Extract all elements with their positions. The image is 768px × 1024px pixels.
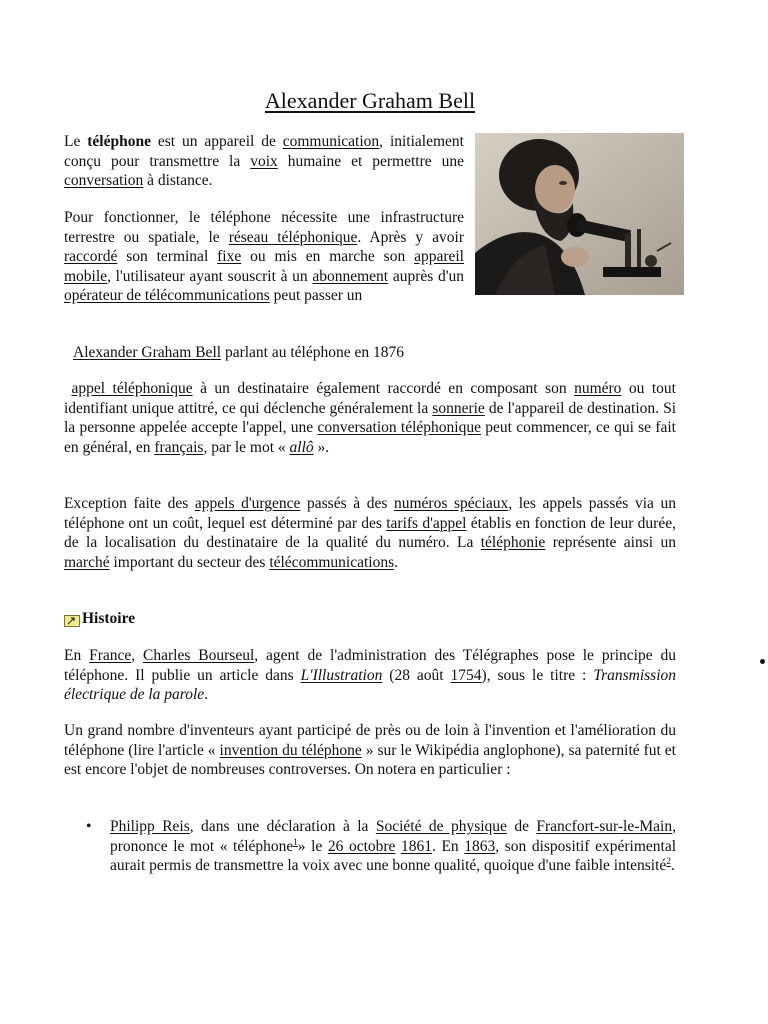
link-invention-du-telephone[interactable]: invention du téléphone — [219, 741, 362, 759]
history-paragraph: En France, Charles Bourseul, agent de l'administration des Télégraphes pose le principe du téléphone. Il publie un article dans L'Illustration (28 août 1754), sous le titre : Transmission électrique de la parole. — [64, 647, 677, 704]
link-reseau-telephonique[interactable]: réseau téléphonique — [228, 228, 358, 246]
link-appareil-mobile[interactable]: appareil mobile — [64, 248, 464, 285]
link-fixe[interactable]: fixe — [217, 248, 242, 266]
link-abonnement[interactable]: abonnement — [312, 267, 389, 285]
inventors-paragraph: Un grand nombre d'inventeurs ayant participé de près ou de loin à l'invention et l'amélioration du téléphone (lire l'article « invention du téléphone » sur le Wikipédia anglophone), sa paternité fut et est encore l'objet de nombreuses controverses. On notera en particulier : — [64, 722, 676, 779]
link-telephonie[interactable]: téléphonie — [480, 534, 546, 552]
margin-bullet-mark — [760, 659, 765, 664]
link-appels-urgence[interactable]: appels d'urgence — [194, 495, 301, 512]
cost-paragraph: Exception faite des appels d'urgence passés à des numéros spéciaux, les appels passés via un téléphone ont un coût, lequel est déterminé par des tarifs d'appel établis en fonction de leur durée, de la localisation du destinataire de la qualité du numéro. La téléphonie représente ainsi un marché important du secteur des télécommunications. — [64, 495, 676, 571]
inventors-list — [64, 817, 676, 876]
link-1863[interactable]: 1863 — [464, 837, 496, 855]
page-title: Alexander Graham Bell — [264, 88, 476, 113]
photo-caption: Alexander Graham Bell parlant au téléphone en 1876 — [73, 344, 404, 361]
link-allo[interactable]: allô — [289, 438, 314, 456]
link-conversation[interactable]: conversation — [64, 172, 144, 190]
link-francfort[interactable]: Francfort-sur-le-Main — [536, 818, 673, 835]
list-item: • Philipp Reis, dans une déclaration à la Société de physique de Francfort-sur-le-Main, prononce le mot « téléphone$^1$» le 26 octobre 1861. En 1863, son dispositif expérimental aurait permis de transmettre la voix avec une bonne qualité, quoique d'une faible intensité$^2$. — [110, 817, 676, 876]
link-francais[interactable]: français — [154, 438, 204, 456]
section-link-icon[interactable] — [64, 613, 80, 625]
link-numeros-speciaux[interactable]: numéros spéciaux — [394, 495, 509, 512]
link-1754[interactable]: 1754 — [450, 666, 482, 684]
link-1861[interactable]: 1861 — [401, 837, 433, 855]
bell-portrait-photo — [475, 133, 684, 295]
link-l-illustration[interactable]: L'Illustration — [300, 666, 383, 684]
link-marche[interactable]: marché — [64, 553, 110, 571]
link-charles-bourseul[interactable]: Charles Bourseul — [143, 647, 255, 664]
footnote-link-2[interactable]: 2 — [666, 856, 671, 867]
link-numero[interactable]: numéro — [574, 380, 622, 397]
link-appel-telephonique[interactable]: appel téléphonique — [71, 380, 193, 397]
link-voix[interactable]: voix — [250, 152, 278, 170]
link-26-octobre[interactable]: 26 octobre — [327, 837, 396, 855]
footnote-link-1[interactable]: 1 — [293, 836, 298, 847]
link-communication[interactable]: communication — [282, 133, 380, 150]
link-societe-de-physique[interactable]: Société de physique — [375, 818, 507, 835]
link-france[interactable]: France — [89, 647, 132, 664]
link-operateur[interactable]: opérateur de télécommunications — [64, 287, 270, 305]
call-paragraph: appel téléphonique à un destinataire également raccordé en composant son numéro ou tout identifiant unique attitré, ce qui déclenche généralement la sonnerie de l'appareil de destination. Si la personne appelée accepte l'appel, une conversation téléphonique peut commencer, ce qui se fait en général, en français, par le mot « allô ». — [64, 380, 676, 456]
section-heading-text: Histoire — [82, 610, 136, 627]
section-heading-histoire — [64, 609, 676, 629]
link-alexander-graham-bell[interactable]: Alexander Graham Bell — [73, 344, 222, 361]
link-raccorde[interactable]: raccordé — [64, 248, 118, 266]
link-telecommunications[interactable]: télécommunications — [269, 553, 395, 571]
intro-paragraph: Le téléphone est un appareil de communication, initialement conçu pour transmettre la voix humaine et permettre une conversation à distance. — [64, 133, 464, 190]
link-tarifs-appel[interactable]: tarifs d'appel — [386, 514, 467, 532]
link-philipp-reis[interactable]: Philipp Reis — [110, 818, 190, 835]
link-sonnerie[interactable]: sonnerie — [432, 399, 485, 417]
link-conversation-telephonique[interactable]: conversation téléphonique — [317, 419, 481, 437]
network-paragraph: Pour fonctionner, le téléphone nécessite une infrastructure terrestre ou spatiale, le réseau téléphonique. Après y avoir raccordé son terminal fixe ou mis en marche son appareil mobile, l'utilisateur ayant souscrit à un abonnement auprès d'un opérateur de télécommunications peut passer un — [64, 209, 465, 305]
